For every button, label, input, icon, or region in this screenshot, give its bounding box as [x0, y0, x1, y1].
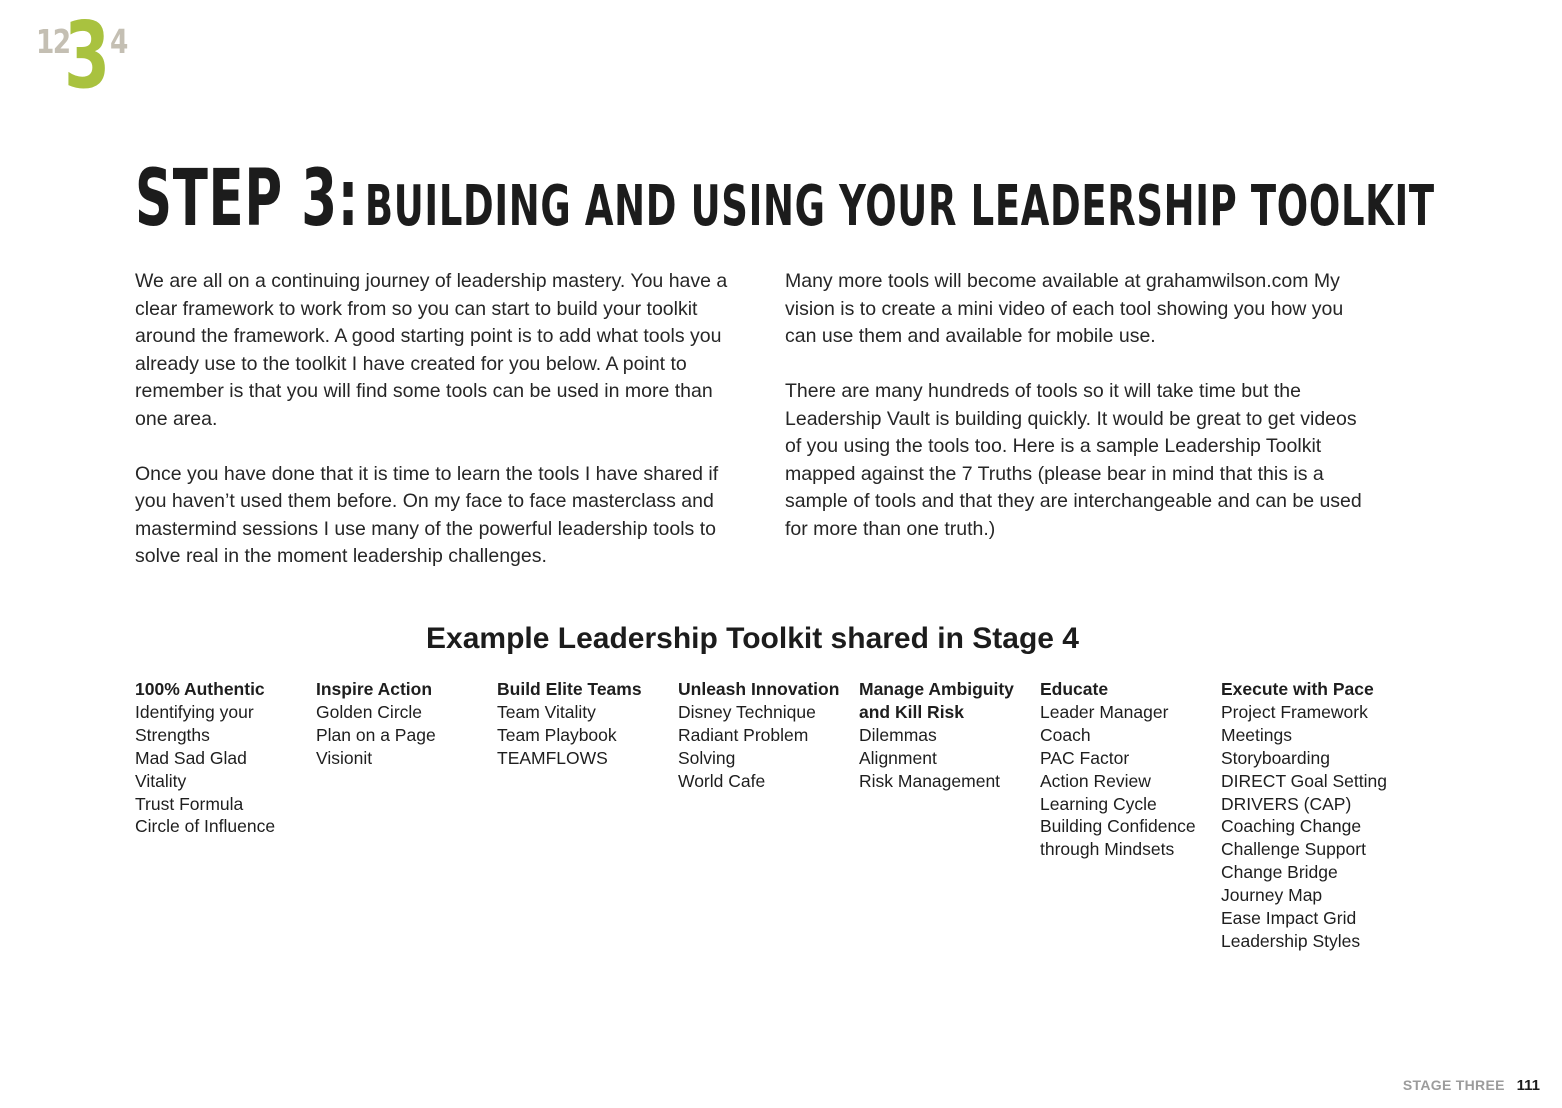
- toolkit-tool: Mad Sad Glad: [135, 747, 247, 768]
- page-number: 111: [1516, 1077, 1540, 1094]
- toolkit-tool: Radiant Problem Solving: [678, 724, 809, 768]
- toolkit-tool: Golden Circle: [316, 701, 423, 722]
- toolkit-tool: Vitality: [135, 770, 187, 791]
- toolkit-heading: Example Leadership Toolkit shared in Stage 4: [426, 622, 1079, 655]
- page-title-text: BUILDING AND USING YOUR LEADERSHIP TOOLKIT: [364, 174, 1435, 239]
- toolkit-tool: TEAMFLOWS: [497, 747, 608, 768]
- intro-paragraph: Many more tools will become available at grahamwilson.com My vision is to create a mini video of each tool showing you how you can use them and available for mobile use.: [785, 270, 1344, 347]
- toolkit-tool: Challenge Support: [1221, 839, 1366, 860]
- toolkit-tool: Leadership Styles: [1221, 930, 1361, 951]
- toolkit-tool: Risk Management: [859, 770, 1001, 791]
- toolkit-tool: PAC Factor: [1040, 747, 1130, 768]
- toolkit-column-title: 100% Authentic: [135, 679, 265, 699]
- intro-paragraph: We are all on a continuing journey of leadership mastery. You have a clear framework to work from so you can start to build your toolkit around the framework. A good starting point is to add what tools you already use to the toolkit I have created for you below. A point to remember is that you will find some tools can be used in more than one area.: [135, 270, 728, 430]
- toolkit-column-title: Inspire Action: [316, 679, 433, 699]
- toolkit-grid: [135, 678, 1435, 978]
- toolkit-tool: DRIVERS (CAP): [1221, 793, 1352, 814]
- toolkit-column-title: Unleash Innovation: [678, 679, 840, 699]
- toolkit-tool: Alignment: [859, 747, 937, 768]
- intro-column-right: [785, 268, 1375, 571]
- toolkit-tool: Team Playbook: [497, 724, 617, 745]
- toolkit-tool: Meetings: [1221, 724, 1293, 745]
- page-footer: [1403, 1077, 1540, 1094]
- stage-progress-logo: [36, 2, 136, 109]
- toolkit-tool: Project Framework: [1221, 701, 1368, 722]
- toolkit-column-ambiguity: [859, 678, 1037, 793]
- intro-paragraph: There are many hundreds of tools so it will take time but the Leadership Vault is building quickly. It would be great to get videos of you using the tools too. Here is a sample Leadership Toolkit mapped against the 7 Truths (please bear in mind that this is a sample of tools and that they are interchangeable and can be used for more than one truth.): [785, 380, 1362, 540]
- logo-steps-before: 12: [36, 22, 70, 61]
- toolkit-tool: Coaching Change: [1221, 816, 1362, 837]
- toolkit-tool: Change Bridge: [1221, 862, 1338, 883]
- toolkit-tool: Storyboarding: [1221, 747, 1330, 768]
- toolkit-column-inspire-action: [316, 678, 494, 770]
- toolkit-tool: Disney Technique: [678, 701, 816, 722]
- logo-steps-after: 4: [110, 22, 127, 61]
- toolkit-tool: Team Vitality: [497, 701, 596, 722]
- toolkit-column-title: Execute with Pace: [1221, 679, 1374, 699]
- toolkit-tool: Leader Manager Coach: [1040, 701, 1169, 745]
- toolkit-tool: DIRECT Goal Setting: [1221, 770, 1387, 791]
- page-title-step: STEP 3:: [135, 154, 360, 244]
- toolkit-tool: Journey Map: [1221, 885, 1323, 906]
- toolkit-tool: Building Confidence through Mindsets: [1040, 816, 1196, 860]
- toolkit-column-title: Build Elite Teams: [497, 679, 642, 699]
- toolkit-tool: Identifying your Strengths: [135, 701, 254, 745]
- toolkit-column-title: Educate: [1040, 679, 1109, 699]
- toolkit-tool: Ease Impact Grid: [1221, 908, 1357, 929]
- toolkit-tool: Dilemmas: [859, 724, 937, 745]
- intro-paragraph: Once you have done that it is time to learn the tools I have shared if you haven’t used them before. On my face to face masterclass and mastermind sessions I use many of the powerful leadership tools to solve real in the moment leadership challenges.: [135, 462, 719, 567]
- toolkit-tool: Learning Cycle: [1040, 793, 1157, 814]
- toolkit-column-execute: [1221, 678, 1421, 953]
- intro-column-left: [135, 268, 735, 598]
- toolkit-tool: Circle of Influence: [135, 816, 276, 837]
- page-title: [135, 154, 1435, 244]
- toolkit-column-educate: [1040, 678, 1218, 861]
- toolkit-tool: Trust Formula: [135, 793, 244, 814]
- toolkit-tool: Action Review: [1040, 770, 1151, 791]
- toolkit-tool: World Cafe: [678, 770, 766, 791]
- toolkit-tool: Plan on a Page: [316, 724, 436, 745]
- logo-current-step: 3: [64, 2, 111, 109]
- toolkit-column-authentic: [135, 678, 313, 838]
- toolkit-column-title: Manage Ambiguity and Kill Risk: [859, 679, 1014, 722]
- toolkit-tool: Visionit: [316, 747, 373, 768]
- toolkit-column-innovation: [678, 678, 856, 793]
- toolkit-column-elite-teams: [497, 678, 675, 770]
- footer-stage-label: STAGE THREE: [1402, 1077, 1505, 1093]
